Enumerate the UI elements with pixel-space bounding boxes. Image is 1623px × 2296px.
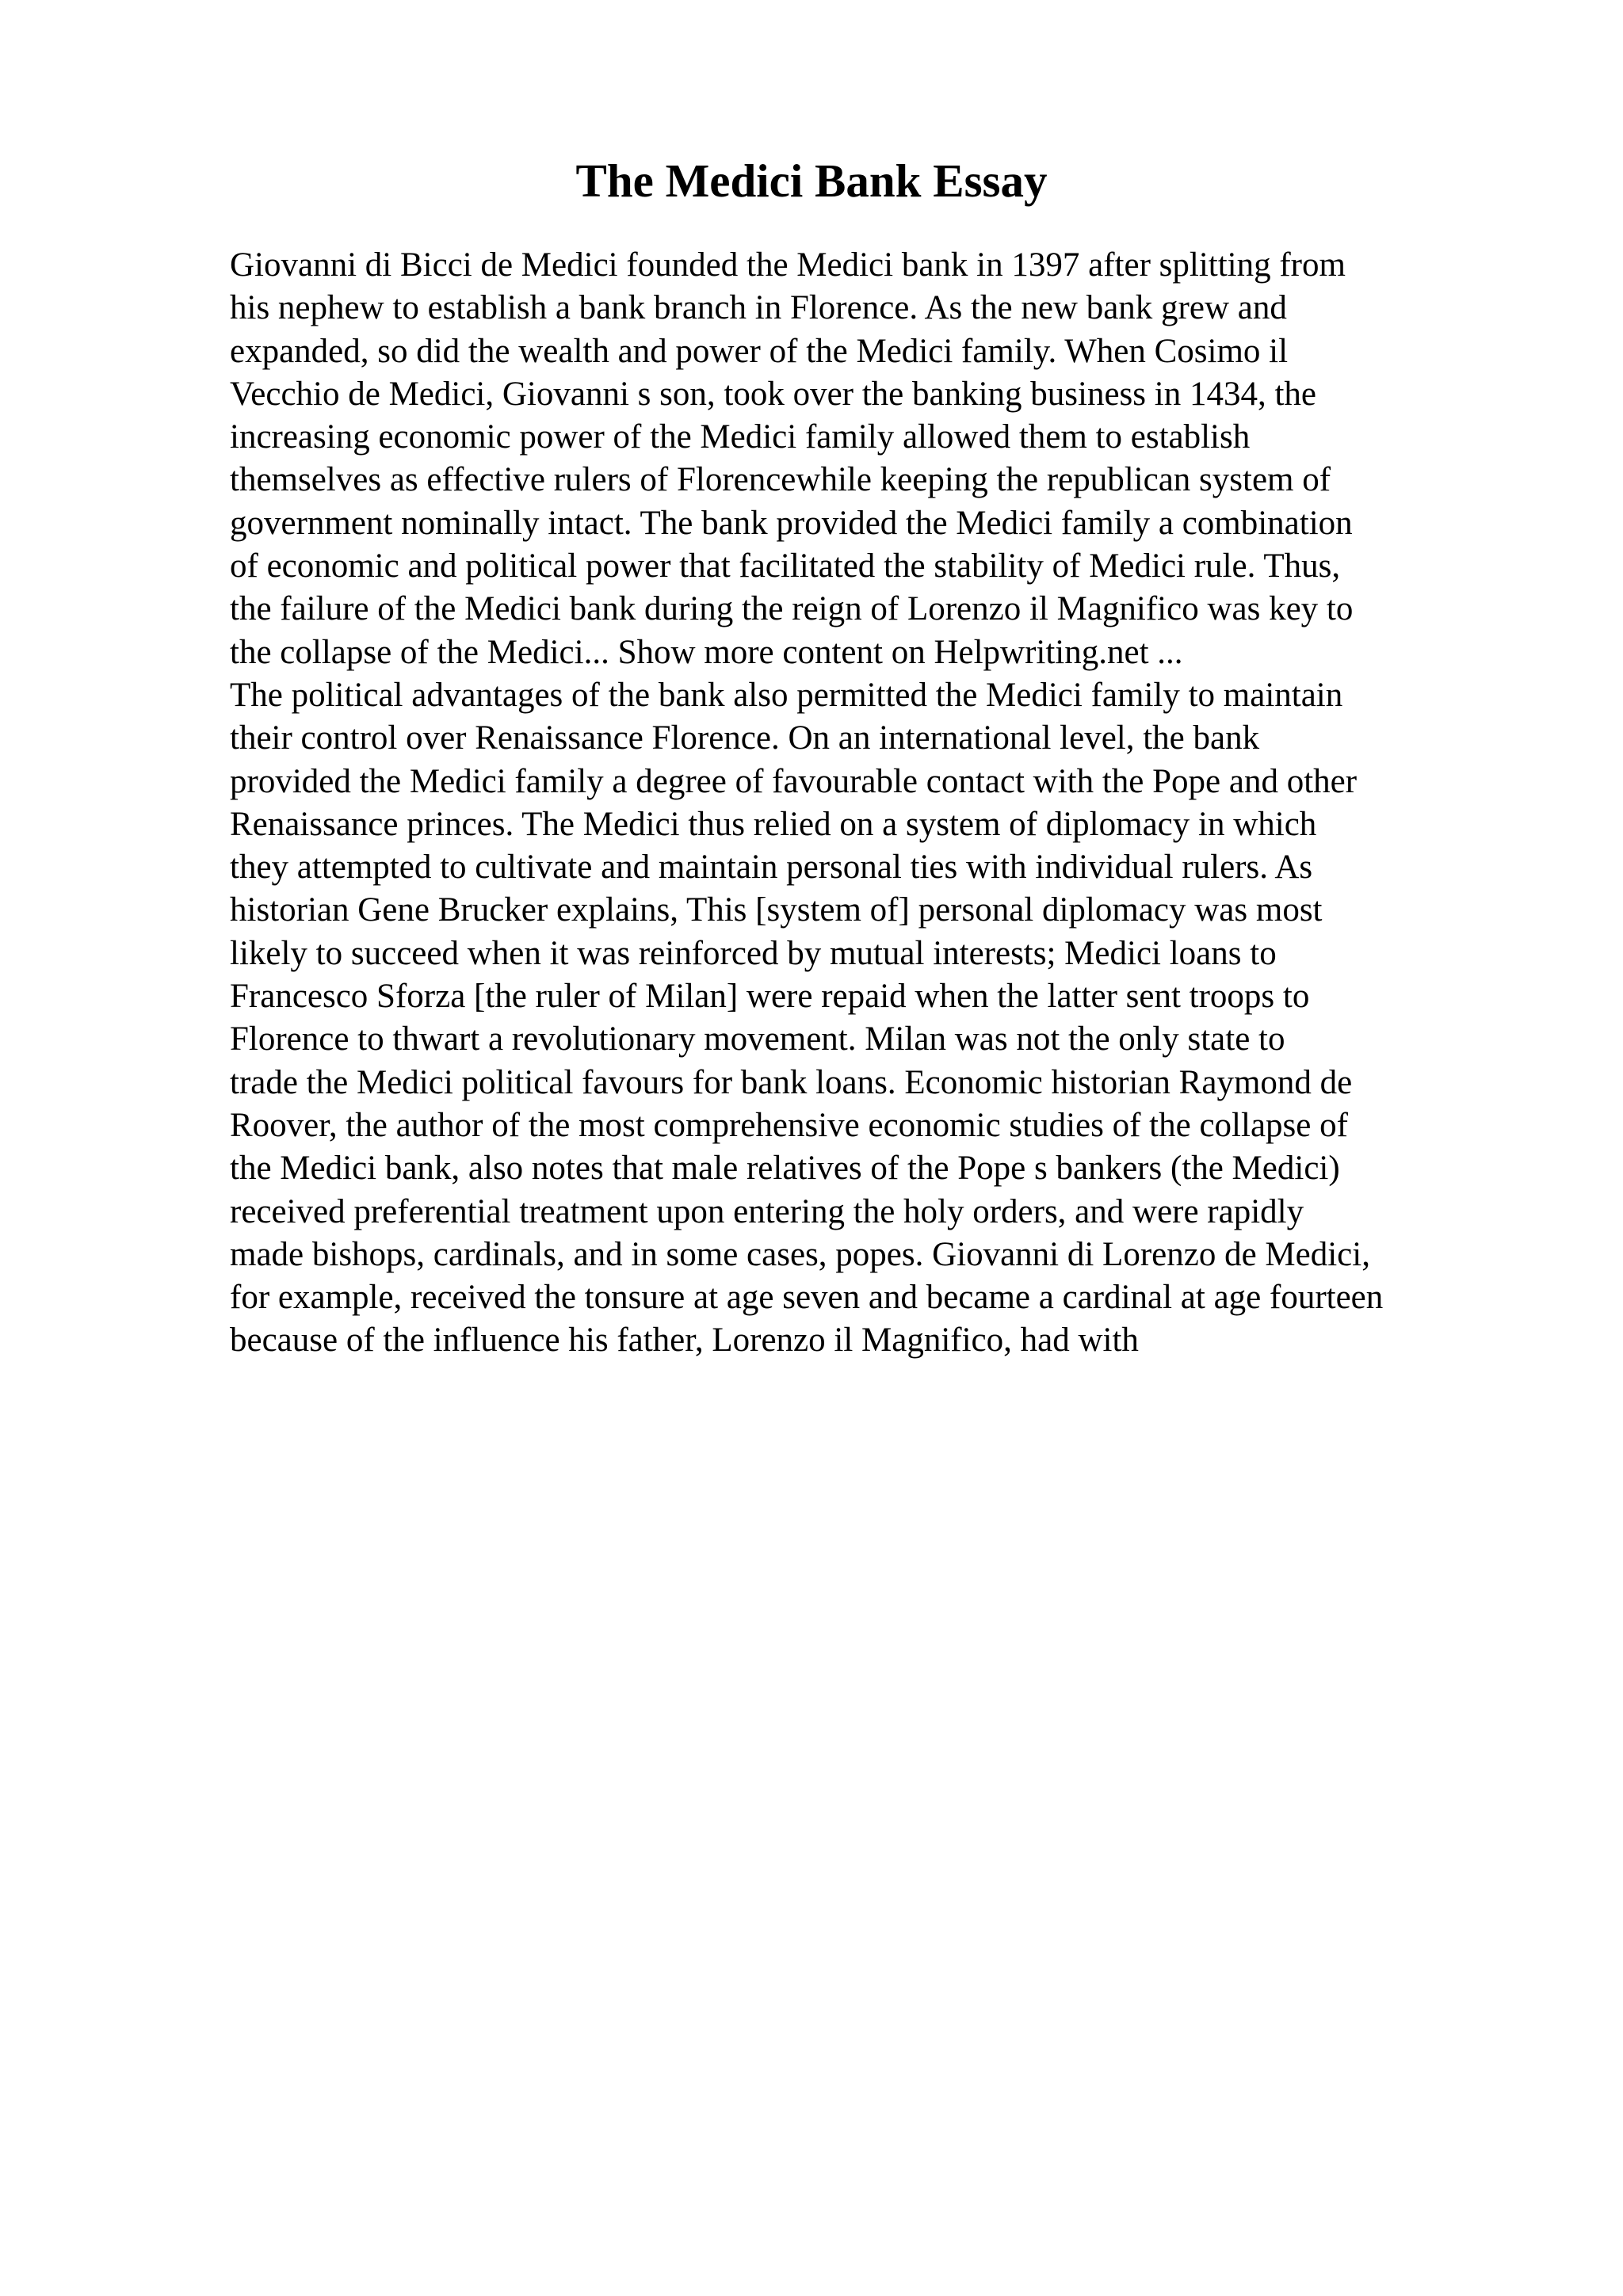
- essay-body: [230, 244, 1514, 1363]
- text-line: historian Gene Brucker explains, This [system of] personal diplomacy was most: [230, 891, 1323, 929]
- text-line: they attempted to cultivate and maintain personal ties with individual rulers. As: [230, 849, 1313, 887]
- text-line: their control over Renaissance Florence. On an international level, the bank: [230, 719, 1260, 757]
- page-title: The Medici Bank Essay: [575, 154, 1048, 207]
- text-line: The political advantages of the bank also permitted the Medici family to maintain: [230, 676, 1343, 714]
- text-line: government nominally intact. The bank provided the Medici family a combination: [230, 504, 1353, 542]
- text-line: received preferential treatment upon entering the holy orders, and were rapidly: [230, 1192, 1304, 1230]
- text-line: increasing economic power of the Medici family allowed them to establish: [230, 418, 1251, 456]
- text-line: Giovanni di Bicci de Medici founded the Medici bank in 1397 after splitting from: [230, 246, 1346, 284]
- text-line: Roover, the author of the most comprehensive economic studies of the collapse of: [230, 1106, 1348, 1144]
- text-line: trade the Medici political favours for bank loans. Economic historian Raymond de: [230, 1063, 1353, 1101]
- text-line: expanded, so did the wealth and power of the Medici family. When Cosimo il: [230, 332, 1289, 370]
- text-line: made bishops, cardinals, and in some cases, popes. Giovanni di Lorenzo de Medici,: [230, 1235, 1370, 1273]
- text-line: likely to succeed when it was reinforced by mutual interests; Medici loans to: [230, 934, 1277, 972]
- text-line: for example, received the tonsure at age seven and became a cardinal at age fourteen: [230, 1279, 1384, 1317]
- text-line: the failure of the Medici bank during the reign of Lorenzo il Magnifico was key to: [230, 590, 1354, 628]
- text-line: the collapse of the Medici... Show more content on Helpwriting.net ...: [230, 633, 1183, 671]
- text-line: because of the influence his father, Lorenzo il Magnifico, had with: [230, 1322, 1139, 1360]
- text-line: of economic and political power that facilitated the stability of Medici rule. Thus,: [230, 547, 1341, 585]
- text-line: provided the Medici family a degree of favourable contact with the Pope and other: [230, 762, 1358, 800]
- text-line: Florence to thwart a revolutionary movement. Milan was not the only state to: [230, 1020, 1285, 1058]
- text-line: the Medici bank, also notes that male relatives of the Pope s bankers (the Medici): [230, 1150, 1340, 1188]
- text-line: themselves as effective rulers of Florencewhile keeping the republican system of: [230, 461, 1331, 499]
- text-line: Vecchio de Medici, Giovanni s son, took over the banking business in 1434, the: [230, 375, 1317, 413]
- text-line: Francesco Sforza [the ruler of Milan] were repaid when the latter sent troops to: [230, 978, 1310, 1016]
- text-line: his nephew to establish a bank branch in Florence. As the new bank grew and: [230, 289, 1287, 327]
- text-line: Renaissance princes. The Medici thus relied on a system of diplomacy in which: [230, 805, 1317, 843]
